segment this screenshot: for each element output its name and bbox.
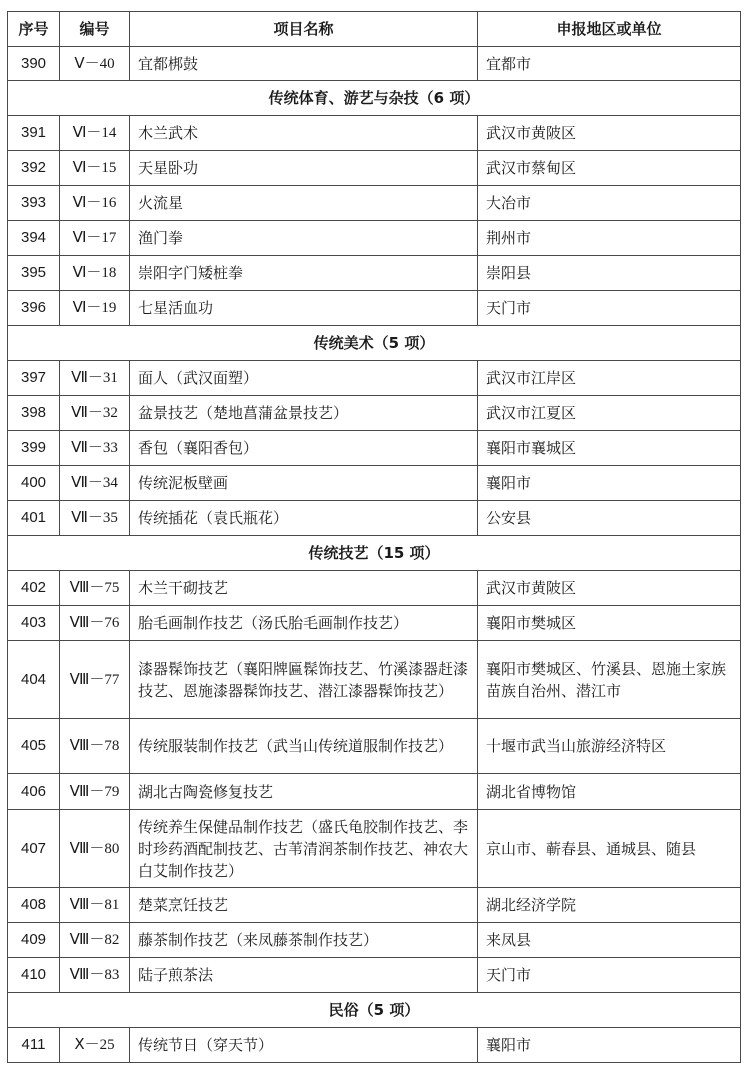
item-code: Ⅵ－19	[60, 291, 130, 326]
table-row	[8, 47, 741, 81]
item-code: Ⅷ－77	[60, 641, 130, 719]
table-row	[8, 361, 741, 396]
applicant-region: 京山市、蕲春县、通城县、随县	[478, 810, 741, 888]
applicant-region: 公安县	[478, 501, 741, 536]
table-row	[8, 958, 741, 993]
applicant-region: 天门市	[478, 958, 741, 993]
item-code: Ⅷ－81	[60, 888, 130, 923]
item-code: Ⅷ－78	[60, 719, 130, 774]
table-row	[8, 151, 741, 186]
serial-number: 411	[8, 1028, 60, 1063]
table-body	[8, 47, 741, 1063]
serial-number: 394	[8, 221, 60, 256]
applicant-region: 武汉市黄陂区	[478, 116, 741, 151]
serial-number: 390	[8, 47, 60, 81]
project-name: 陆子煎茶法	[130, 958, 478, 993]
serial-number: 406	[8, 774, 60, 810]
project-name: 传统养生保健品制作技艺（盛氏龟胶制作技艺、李时珍药酒配制技艺、古苇清润茶制作技艺、神农大白艾制作技艺）	[130, 810, 478, 888]
table-row	[8, 641, 741, 719]
project-name: 天星卧功	[130, 151, 478, 186]
applicant-region: 湖北省博物馆	[478, 774, 741, 810]
item-code: Ⅹ－25	[60, 1028, 130, 1063]
applicant-region: 武汉市黄陂区	[478, 571, 741, 606]
section-header-row	[8, 993, 741, 1028]
project-name: 崇阳字门矮桩拳	[130, 256, 478, 291]
item-code: Ⅶ－34	[60, 466, 130, 501]
serial-number: 409	[8, 923, 60, 958]
applicant-region: 襄阳市	[478, 1028, 741, 1063]
applicant-region: 襄阳市襄城区	[478, 431, 741, 466]
project-name: 传统插花（袁氏瓶花）	[130, 501, 478, 536]
serial-number: 407	[8, 810, 60, 888]
table-row	[8, 466, 741, 501]
project-name: 面人（武汉面塑）	[130, 361, 478, 396]
serial-number: 397	[8, 361, 60, 396]
project-name: 漆器髹饰技艺（襄阳牌匾髹饰技艺、竹溪漆器赶漆技艺、恩施漆器髹饰技艺、潜江漆器髹饰技艺）	[130, 641, 478, 719]
table-row	[8, 923, 741, 958]
project-name: 藤茶制作技艺（来凤藤茶制作技艺）	[130, 923, 478, 958]
item-code: Ⅷ－82	[60, 923, 130, 958]
applicant-region: 武汉市江岸区	[478, 361, 741, 396]
applicant-region: 襄阳市樊城区、竹溪县、恩施土家族苗族自治州、潜江市	[478, 641, 741, 719]
applicant-region: 天门市	[478, 291, 741, 326]
item-code: Ⅷ－80	[60, 810, 130, 888]
serial-number: 402	[8, 571, 60, 606]
project-name: 七星活血功	[130, 291, 478, 326]
table-row	[8, 606, 741, 641]
serial-number: 396	[8, 291, 60, 326]
applicant-region: 来凤县	[478, 923, 741, 958]
project-name: 盆景技艺（楚地菖蒲盆景技艺）	[130, 396, 478, 431]
serial-number: 408	[8, 888, 60, 923]
table-row	[8, 719, 741, 774]
item-code: Ⅷ－75	[60, 571, 130, 606]
project-name: 香包（襄阳香包）	[130, 431, 478, 466]
table-row	[8, 1028, 741, 1063]
serial-number: 404	[8, 641, 60, 719]
table-row	[8, 186, 741, 221]
table-row	[8, 431, 741, 466]
serial-number: 393	[8, 186, 60, 221]
serial-number: 400	[8, 466, 60, 501]
table-row	[8, 888, 741, 923]
applicant-region: 襄阳市樊城区	[478, 606, 741, 641]
project-name: 胎毛画制作技艺（汤氏胎毛画制作技艺）	[130, 606, 478, 641]
applicant-region: 崇阳县	[478, 256, 741, 291]
table-row	[8, 116, 741, 151]
serial-number: 398	[8, 396, 60, 431]
item-code: Ⅵ－18	[60, 256, 130, 291]
item-code: Ⅵ－17	[60, 221, 130, 256]
serial-number: 391	[8, 116, 60, 151]
project-name: 楚菜烹饪技艺	[130, 888, 478, 923]
table-row	[8, 501, 741, 536]
project-name: 传统泥板壁画	[130, 466, 478, 501]
header-applicant-region: 申报地区或单位	[478, 12, 741, 47]
project-name: 木兰武术	[130, 116, 478, 151]
table-row	[8, 396, 741, 431]
item-code: Ⅷ－79	[60, 774, 130, 810]
project-name: 火流星	[130, 186, 478, 221]
applicant-region: 武汉市蔡甸区	[478, 151, 741, 186]
table-row	[8, 291, 741, 326]
project-name: 木兰干砌技艺	[130, 571, 478, 606]
serial-number: 399	[8, 431, 60, 466]
item-code: Ⅶ－33	[60, 431, 130, 466]
project-name: 渔门拳	[130, 221, 478, 256]
project-name: 传统服装制作技艺（武当山传统道服制作技艺）	[130, 719, 478, 774]
section-title: 传统技艺（15 项）	[8, 536, 741, 571]
section-title: 民俗（5 项）	[8, 993, 741, 1028]
section-header-row	[8, 536, 741, 571]
applicant-region: 襄阳市	[478, 466, 741, 501]
header-code: 编号	[60, 12, 130, 47]
item-code: Ⅶ－32	[60, 396, 130, 431]
item-code: Ⅶ－35	[60, 501, 130, 536]
header-serial-number: 序号	[8, 12, 60, 47]
applicant-region: 大冶市	[478, 186, 741, 221]
header-project-name: 项目名称	[130, 12, 478, 47]
heritage-list-table	[7, 11, 741, 1063]
section-title: 传统美术（5 项）	[8, 326, 741, 361]
section-title: 传统体育、游艺与杂技（6 项）	[8, 81, 741, 116]
table-row	[8, 571, 741, 606]
project-name: 湖北古陶瓷修复技艺	[130, 774, 478, 810]
applicant-region: 武汉市江夏区	[478, 396, 741, 431]
serial-number: 401	[8, 501, 60, 536]
serial-number: 395	[8, 256, 60, 291]
project-name: 传统节日（穿天节）	[130, 1028, 478, 1063]
applicant-region: 宜都市	[478, 47, 741, 81]
item-code: Ⅶ－31	[60, 361, 130, 396]
table-row	[8, 256, 741, 291]
table-row	[8, 774, 741, 810]
item-code: Ⅷ－83	[60, 958, 130, 993]
project-name: 宜都梆鼓	[130, 47, 478, 81]
serial-number: 410	[8, 958, 60, 993]
table-row	[8, 221, 741, 256]
item-code: Ⅵ－14	[60, 116, 130, 151]
item-code: Ⅷ－76	[60, 606, 130, 641]
serial-number: 392	[8, 151, 60, 186]
serial-number: 405	[8, 719, 60, 774]
table-row	[8, 810, 741, 888]
serial-number: 403	[8, 606, 60, 641]
applicant-region: 荆州市	[478, 221, 741, 256]
applicant-region: 湖北经济学院	[478, 888, 741, 923]
applicant-region: 十堰市武当山旅游经济特区	[478, 719, 741, 774]
section-header-row	[8, 81, 741, 116]
item-code: Ⅵ－15	[60, 151, 130, 186]
section-header-row	[8, 326, 741, 361]
item-code: Ⅴ－40	[60, 47, 130, 81]
table-header-row	[8, 12, 741, 47]
item-code: Ⅵ－16	[60, 186, 130, 221]
